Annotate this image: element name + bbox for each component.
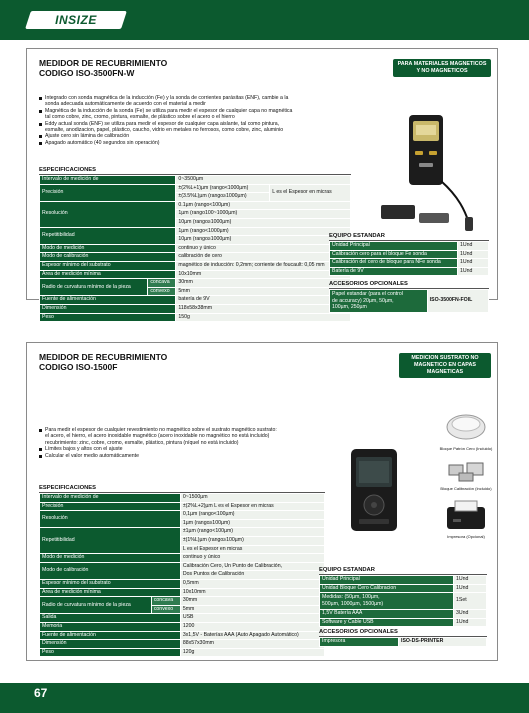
feature-item: Para medir el espesor de cualquier revestimiento no magnético sobre el sustrato magnético sustrato: bbox=[39, 427, 329, 433]
printer-caption: Impresora (Opcional) bbox=[447, 534, 485, 539]
equipo-heading: EQUIPO ESTANDAR bbox=[319, 567, 487, 575]
equipo-qty: 1Und bbox=[458, 259, 489, 268]
spec-value: 88x57x30mm bbox=[180, 640, 324, 649]
spec-label: Radio de curvatura mínimo de la pieza bbox=[40, 597, 152, 614]
spec-value: ±(2%L+2)µm L es el Espesor en micras bbox=[180, 502, 324, 511]
opcional-code: ISO-3500FN-FOIL bbox=[427, 290, 488, 313]
table-row bbox=[40, 622, 325, 631]
opcionales-table bbox=[319, 637, 487, 647]
spec-label: Radio de curvatura mínimo de la pieza bbox=[40, 279, 148, 296]
coating-gauge-image bbox=[379, 111, 487, 237]
spec-sublabel: concava bbox=[148, 279, 176, 288]
table-row bbox=[320, 610, 487, 619]
page-number: 67 bbox=[34, 686, 48, 700]
opcional-code: ISO-DS-PRINTER bbox=[399, 638, 487, 647]
spec-value: 5mm bbox=[176, 287, 351, 296]
equipo-item: Calibración del cero de bloque para NFe sonda bbox=[330, 259, 458, 268]
equipo-qty: 1Set bbox=[454, 593, 487, 610]
table-row bbox=[40, 597, 325, 606]
table-row bbox=[330, 267, 489, 276]
equipo-line: Medidas: (50µm, 100µm, bbox=[322, 594, 380, 601]
spec-value: continuo y único bbox=[180, 554, 324, 563]
equipo-item: Unidad Principal bbox=[330, 242, 458, 251]
table-row bbox=[40, 614, 325, 623]
spec-value: batería de 9V bbox=[176, 296, 351, 305]
equipo-table bbox=[329, 241, 489, 276]
spec-label: Repetitibilidad bbox=[40, 227, 176, 244]
product-title-line1: MEDIDOR DE RECUBRIMIENTO bbox=[39, 58, 168, 68]
equipo-item: Calibración cero para el bloque Fe sonda bbox=[330, 250, 458, 259]
specs-table bbox=[39, 493, 325, 657]
table-row bbox=[40, 511, 325, 520]
product-code: CODIGO ISO-1500F bbox=[39, 362, 118, 372]
feature-item: Calcular el valor medio automáticamente bbox=[39, 453, 329, 459]
opcional-line: Papel estandar (para el control bbox=[332, 291, 403, 297]
table-row bbox=[40, 176, 351, 185]
feature-item-cont: el acero, el hierro, el acero inoxidable magnético (acero inoxidable no magnético no está incluido) bbox=[45, 433, 270, 440]
equipo-line: 500µm, 1000µm, 1500µm) bbox=[322, 601, 384, 608]
equipo-qty: 1Und bbox=[454, 576, 487, 585]
specs-heading: ESPECIFICACIONES bbox=[39, 485, 325, 493]
product-title-line1: MEDIDOR DE RECUBRIMIENTO bbox=[39, 352, 168, 362]
spec-sublabel: concava bbox=[151, 597, 180, 606]
spec-sublabel: convexo bbox=[148, 287, 176, 296]
product-code: CODIGO ISO-3500FN-W bbox=[39, 68, 135, 78]
material-badge bbox=[399, 353, 491, 378]
table-row bbox=[40, 562, 325, 571]
material-badge bbox=[393, 59, 491, 77]
feature-item: Límites bajos y altos con el ajuste bbox=[39, 446, 329, 452]
specs-table bbox=[39, 175, 351, 322]
spec-label: Fuente de alimentación bbox=[40, 631, 181, 640]
equipo-qty: 1Und bbox=[458, 242, 489, 251]
table-row bbox=[40, 296, 351, 305]
table-row bbox=[40, 184, 351, 193]
table-row bbox=[40, 631, 325, 640]
feature-item-cont: sonda adecuada automáticamente de acuerdo con el material a medir bbox=[45, 101, 206, 108]
opcional-line: 100µm, 250µm bbox=[332, 304, 367, 311]
equipo-item: 1,5V Batería AAA bbox=[320, 610, 454, 619]
spec-value: 5mm bbox=[180, 605, 324, 614]
opcional-line: de accuracy) 20µm, 50µm, bbox=[332, 297, 394, 304]
feature-list bbox=[39, 427, 329, 459]
spec-label: Modo de medición bbox=[40, 554, 181, 563]
table-row bbox=[40, 261, 351, 270]
opcionales-table bbox=[329, 289, 489, 313]
spec-label: Modo de calibración bbox=[40, 562, 181, 579]
spec-value: calibración de cero bbox=[176, 253, 351, 262]
spec-value: 1µm (rango<1000µm) bbox=[176, 227, 351, 236]
spec-value: 3x1,5V - Baterías AAA (Auto Apagado Automático) bbox=[180, 631, 324, 640]
brand-logo bbox=[25, 11, 127, 29]
spec-label: Peso bbox=[40, 648, 181, 657]
equipo-item bbox=[320, 593, 454, 610]
spec-value: ±1µm (rango<100µm) bbox=[180, 528, 324, 537]
spec-label: Área de medición mínima bbox=[40, 270, 176, 279]
calibration-block-caption: Bloque Calibración (Incluido) bbox=[440, 486, 492, 491]
table-row bbox=[40, 502, 325, 511]
table-row bbox=[40, 554, 325, 563]
table-row bbox=[40, 244, 351, 253]
spec-value: 150g bbox=[176, 313, 351, 322]
spec-label: Repetitibilidad bbox=[40, 528, 181, 554]
zero-block-image bbox=[441, 411, 491, 445]
spec-label: Dimensión bbox=[40, 304, 176, 313]
table-row bbox=[320, 593, 487, 610]
product-title bbox=[39, 352, 167, 372]
table-row bbox=[40, 279, 351, 288]
table-row bbox=[320, 638, 487, 647]
spec-value: 0,5mm bbox=[180, 579, 324, 588]
table-row bbox=[40, 588, 325, 597]
spec-label: Resolución bbox=[40, 201, 176, 227]
spec-label: Área de medición mínima bbox=[40, 588, 181, 597]
table-row bbox=[40, 270, 351, 279]
spec-value: ±(2%L+1)µm (rango<1000µm) bbox=[176, 184, 270, 193]
feature-item-cont: esmalte, anodizacion, papel, plástico, caucho, vidrio en metales no ferrosos, como cobre, zinc, aluminio bbox=[45, 127, 284, 134]
spec-label: Intervalo de medición de bbox=[40, 176, 176, 185]
table-row bbox=[40, 304, 351, 313]
spec-sublabel: convexo bbox=[151, 605, 180, 614]
spec-label: Precisión bbox=[40, 184, 176, 201]
spec-label: Peso bbox=[40, 313, 176, 322]
spec-value: ±(3.5%L)µm (rango≥1000µm) bbox=[176, 193, 270, 202]
spec-value: 10µm (rango≥1000µm) bbox=[176, 218, 351, 227]
table-row bbox=[330, 290, 489, 313]
spec-value: continuo y único bbox=[176, 244, 351, 253]
spec-value: 1200 bbox=[180, 622, 324, 631]
badge-line1: MEDICION SUSTRATO NO bbox=[411, 355, 479, 361]
spec-label: Resolución bbox=[40, 511, 181, 528]
spec-value: 1µm (rango100~1000µm) bbox=[176, 210, 351, 219]
table-row bbox=[40, 227, 351, 236]
spec-value: 10µm (rango≥1000µm) bbox=[176, 236, 351, 245]
product-panel-iso-3500fn-w bbox=[26, 48, 498, 320]
spec-label: Modo de medición bbox=[40, 244, 176, 253]
feature-item: Magnética de la inducción de la sonda (Fe) se utiliza para medir el espesor de cualquier capa no magnética bbox=[39, 108, 379, 114]
footer-bar bbox=[0, 683, 529, 713]
spec-value: 1µm (rango≥100µm) bbox=[180, 519, 324, 528]
table-row bbox=[40, 648, 325, 657]
feature-item-cont: tal como cobre, zinc, cromo, pintura, esmalte, de plástico sobre el acero o el hierro bbox=[45, 114, 235, 121]
spec-value: 10x10mm bbox=[176, 270, 351, 279]
equipo-item: Batería de 9V bbox=[330, 267, 458, 276]
opcionales-heading: ACCESORIOS OPCIONALES bbox=[329, 281, 489, 289]
zero-block-caption: Bloque Patrón Cero (Incluido) bbox=[439, 446, 493, 451]
equipo-qty: 1Und bbox=[458, 250, 489, 259]
table-row bbox=[330, 242, 489, 251]
coating-gauge-image bbox=[345, 447, 403, 535]
table-row bbox=[320, 576, 487, 585]
spec-value: 30mm bbox=[180, 597, 324, 606]
opcional-item bbox=[330, 290, 428, 313]
spec-label: Espesor mínimo del substrato bbox=[40, 261, 176, 270]
spec-value: 0.1µm (rango<100µm) bbox=[176, 201, 351, 210]
product-panel-iso-1500f bbox=[26, 342, 498, 661]
spec-value: L es el Espesor en micras bbox=[270, 184, 351, 201]
specs-heading: ESPECIFICACIONES bbox=[39, 167, 351, 175]
spec-label: Salida bbox=[40, 614, 181, 623]
spec-value: 120g bbox=[180, 648, 324, 657]
spec-value: 0~1500µm bbox=[180, 494, 324, 503]
spec-value: 0~3500µm bbox=[176, 176, 351, 185]
spec-value: 30mm bbox=[176, 279, 351, 288]
badge-line2: MAGNETICO EN CAPAS MAGNETICAS bbox=[414, 362, 476, 375]
printer-image bbox=[443, 499, 489, 533]
table-row bbox=[40, 528, 325, 537]
spec-value: Calibración Cero, Un Punto de Calibración, bbox=[180, 562, 324, 571]
equipo-item: Software y Cable USB bbox=[320, 618, 454, 627]
calibration-block-image bbox=[441, 459, 491, 485]
spec-value: ±(1%L)µm (rango≥100µm) bbox=[180, 536, 324, 545]
spec-value: 0,1µm (rango<100µm) bbox=[180, 511, 324, 520]
spec-label: Fuente de alimentación bbox=[40, 296, 176, 305]
spec-value: Dos Puntos de Calibración bbox=[180, 571, 324, 580]
brand-logo-text: INSIZE bbox=[55, 13, 97, 27]
spec-value: 10x10mm bbox=[180, 588, 324, 597]
feature-item-cont: recubrimiento: zinc, cobre, cromo, esmalte, plástico, pintura (níquel no está incluido) bbox=[45, 439, 239, 446]
table-row bbox=[40, 579, 325, 588]
equipo-table bbox=[319, 575, 487, 627]
badge-line1: PARA MATERIALES MAGNETICOS bbox=[397, 61, 487, 67]
spec-label: Precisión bbox=[40, 502, 181, 511]
equipo-qty: 1Und bbox=[454, 584, 487, 593]
equipo-qty: 3Und bbox=[454, 610, 487, 619]
feature-item: Apagado automático (40 segundos sin operación) bbox=[39, 140, 379, 146]
feature-item: Eddy actual sonda (ENF) se utiliza para medir el espesor de cualquier capa aislante, tal como pintura, bbox=[39, 121, 379, 127]
opcional-item: Impresora bbox=[320, 638, 399, 647]
feature-item: Ajuste cero sin lámina de calibración bbox=[39, 133, 379, 139]
feature-item: Integrado con sonda magnética de la inducción (Fe) y la sonda de corrientes parásitas (ENF), cambie a la bbox=[39, 95, 379, 101]
spec-value: USB bbox=[180, 614, 324, 623]
table-row bbox=[40, 313, 351, 322]
equipo-qty: 1Und bbox=[454, 618, 487, 627]
table-row bbox=[40, 253, 351, 262]
spec-label: Memoria bbox=[40, 622, 181, 631]
feature-list bbox=[39, 95, 379, 146]
equipo-heading: EQUIPO ESTANDAR bbox=[329, 233, 489, 241]
opcionales-heading: ACCESORIOS OPCIONALES bbox=[319, 629, 487, 637]
table-row bbox=[330, 250, 489, 259]
table-row bbox=[320, 618, 487, 627]
table-row bbox=[40, 494, 325, 503]
spec-label: Modo de calibración bbox=[40, 253, 176, 262]
spec-value: L es el Espesor en micras bbox=[180, 545, 324, 554]
header-bar bbox=[0, 0, 529, 40]
product-title bbox=[39, 58, 167, 78]
equipo-item: Unidad Principal bbox=[320, 576, 454, 585]
equipo-qty: 1Und bbox=[458, 267, 489, 276]
badge-line2: Y NO MAGNETICOS bbox=[416, 68, 468, 74]
spec-label: Espesor mínimo del substrato bbox=[40, 579, 181, 588]
table-row bbox=[40, 640, 325, 649]
table-row bbox=[330, 259, 489, 268]
spec-value: magnético de inducción: 0,2mm; corriente de foucault: 0,05 mm bbox=[176, 261, 351, 270]
spec-label: Intervalo de medición de bbox=[40, 494, 181, 503]
table-row bbox=[320, 584, 487, 593]
spec-label: Dimensión bbox=[40, 640, 181, 649]
table-row bbox=[40, 201, 351, 210]
equipo-item: Unidad Bloque Cero Calibracion bbox=[320, 584, 454, 593]
spec-value: 118x58x38mm bbox=[176, 304, 351, 313]
